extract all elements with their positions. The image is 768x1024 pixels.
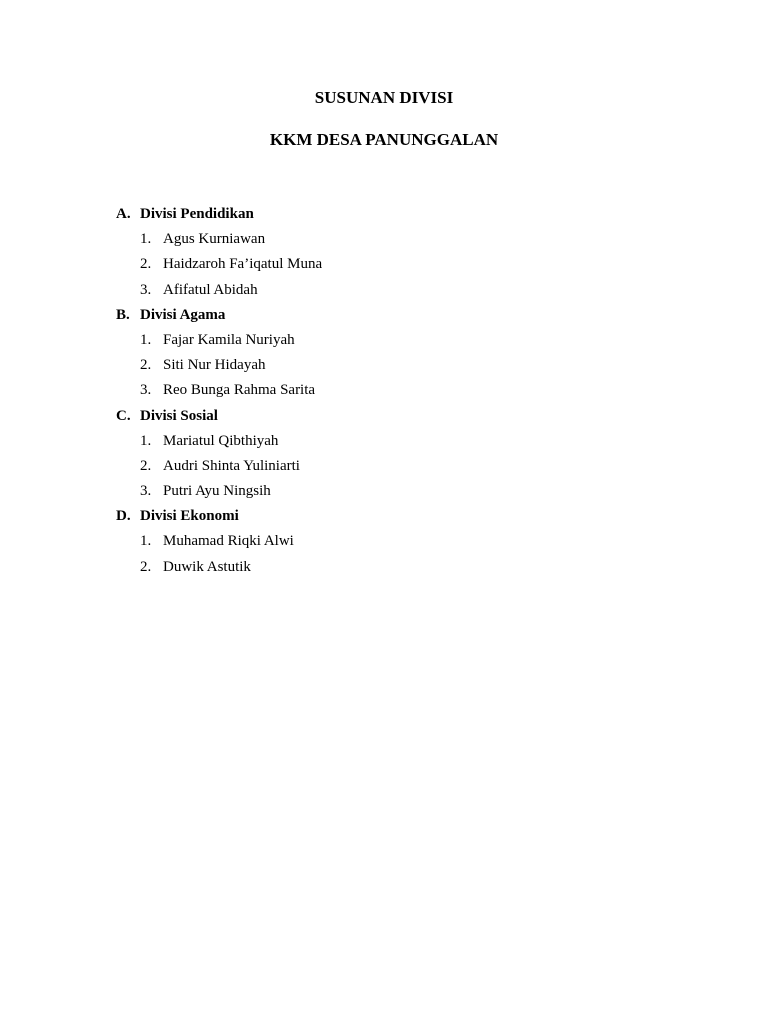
member-number: 3. — [140, 382, 152, 399]
division-heading — [116, 305, 716, 330]
member-item — [116, 330, 716, 355]
member-item — [116, 355, 716, 380]
division-list — [116, 204, 716, 582]
member-name: Agus Kurniawan — [163, 231, 266, 248]
division-heading — [116, 506, 716, 531]
member-name: Audri Shinta Yuliniarti — [163, 457, 300, 474]
member-name: Fajar Kamila Nuriyah — [163, 331, 295, 348]
division-heading — [116, 406, 716, 431]
division-name: Divisi Sosial — [140, 407, 218, 424]
member-number: 1. — [140, 231, 152, 248]
member-number: 1. — [140, 432, 152, 449]
member-item — [116, 481, 716, 506]
member-item — [116, 229, 716, 254]
member-item — [116, 254, 716, 279]
member-name: Siti Nur Hidayah — [163, 357, 266, 374]
member-number: 3. — [140, 281, 152, 298]
member-number: 1. — [140, 533, 152, 550]
member-name: Duwik Astutik — [163, 558, 251, 575]
member-name: Muhamad Riqki Alwi — [163, 533, 294, 550]
division-letter: D. — [116, 508, 131, 525]
member-item — [116, 557, 716, 582]
member-name: Haidzaroh Fa’iqatul Muna — [163, 256, 323, 273]
member-item — [116, 531, 716, 556]
member-name: Mariatul Qibthiyah — [163, 432, 279, 449]
document-subtitle: KKM DESA PANUNGGALAN — [269, 130, 499, 149]
member-item — [116, 431, 716, 456]
member-number: 2. — [140, 457, 152, 474]
division-name: Divisi Ekonomi — [140, 508, 239, 525]
member-item — [116, 380, 716, 405]
member-number: 2. — [140, 558, 152, 575]
division-name: Divisi Pendidikan — [140, 206, 254, 222]
member-name: Reo Bunga Rahma Sarita — [163, 382, 316, 399]
document-title: SUSUNAN DIVISI — [314, 88, 454, 107]
member-number: 3. — [140, 483, 152, 500]
member-name: Afifatul Abidah — [163, 281, 258, 298]
division-letter: C. — [116, 407, 131, 424]
division-name: Divisi Agama — [140, 306, 226, 323]
member-name: Putri Ayu Ningsih — [163, 483, 271, 500]
member-number: 2. — [140, 357, 152, 374]
division-letter: B. — [116, 306, 130, 323]
division-letter: A. — [116, 206, 131, 222]
division-heading — [116, 204, 716, 229]
member-item — [116, 280, 716, 305]
member-number: 2. — [140, 256, 152, 273]
member-number: 1. — [140, 331, 152, 348]
member-item — [116, 456, 716, 481]
